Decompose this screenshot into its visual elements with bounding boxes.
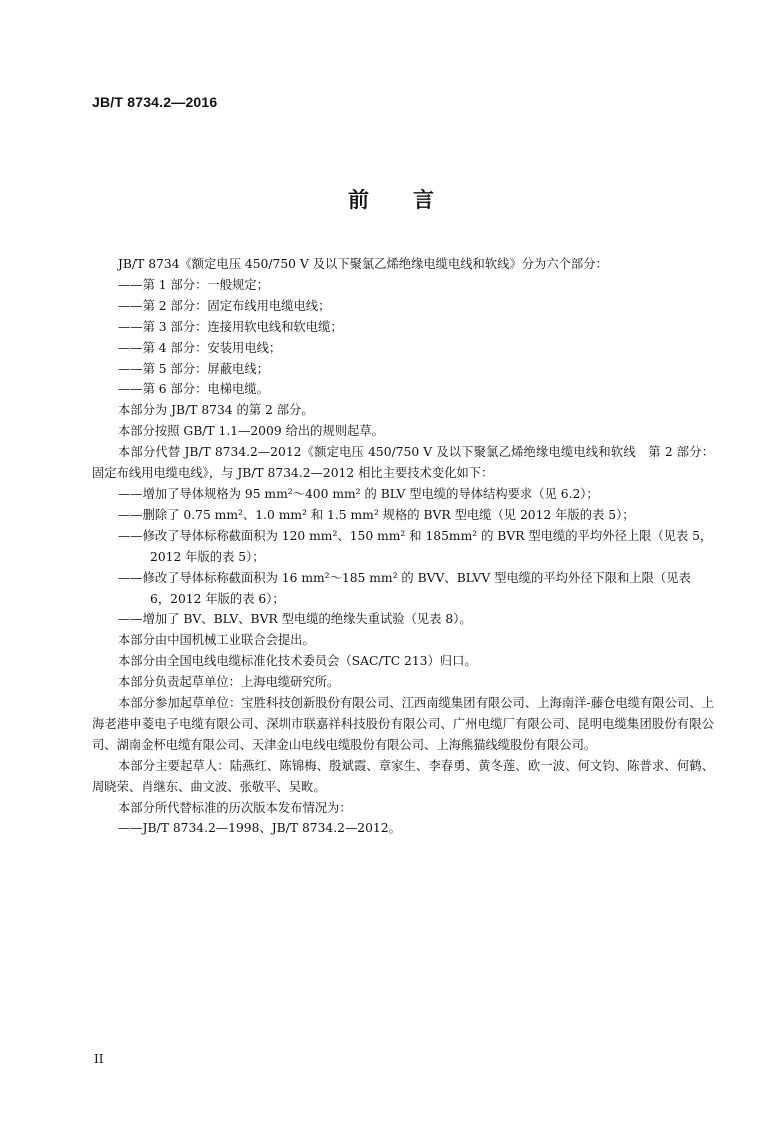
paragraph-proposer: 本部分由中国机械工业联合会提出。 [118,633,315,648]
paragraph-replaces: 本部分代替 JB/T 8734.2—2012《额定电压 450/750 V 及以下聚氯乙烯绝缘电缆电线和软线 第 2 部分：固定布线用电缆电线》，与 JB/T 8734.2—2012 相比主要技术变化如下： [92,445,714,481]
list-item-part-6: ——第 6 部分：电梯电缆。 [118,382,269,397]
paragraph-intro: JB/T 8734《额定电压 450/750 V 及以下聚氯乙烯绝缘电缆电线和软线》分为六个部分： [118,257,608,271]
list-item-history: ——JB/T 8734.2—1998、JB/T 8734.2—2012。 [118,821,401,836]
paragraph-history: 本部分所代替标准的历次版本发布情况为： [118,800,352,815]
standard-code: JB/T 8734.2—2016 [92,94,218,110]
paragraph-committee: 本部分由全国电线电缆标准化技术委员会（SAC/TC 213）归口。 [118,654,477,669]
page-number: II [94,1052,104,1066]
change-item-5: ——增加了 BV、BLV、BVR 型电缆的绝缘失重试验（见表 8）。 [118,612,472,627]
paragraph-lead-drafter: 本部分负责起草单位：上海电缆研究所。 [118,675,340,690]
change-item-3: ——修改了导体标称截面积为 120 mm²、150 mm² 和 185mm² 的 BVR 型电缆的平均外径上限（见表 5，2012 年版的表 5）； [118,528,713,564]
paragraph-part-statement: 本部分为 JB/T 8734 的第 2 部分。 [118,403,314,418]
page-title [0,184,782,214]
paragraph-participants: 本部分参加起草单位：宝胜科技创新股份有限公司、江西南缆集团有限公司、上海南洋-藤仓电缆有限公司、上海老港申菱电子电缆有限公司、深圳市联嘉祥科技股份有限公司、广州电缆厂有限公司、昆明电缆集团股份有限公司、湖南金杯电缆有限公司、天津金山电线电缆股份有限公司、上海熊猫线缆股份有限公司。 [92,696,714,752]
paragraph-drafting-rules: 本部分按照 GB/T 1.1—2009 给出的规则起草。 [118,424,384,439]
document-body [92,254,714,839]
paragraph-drafters: 本部分主要起草人：陆燕红、陈锦梅、殷斌霞、章家生、李春勇、黄冬莲、欧一波、何文钧、陈普求、何鹤、周晓荣、肖继东、曲文波、张敬平、吴畋。 [92,758,714,794]
list-item-part-5: ——第 5 部分：屏蔽电线； [118,361,269,376]
change-item-4: ——修改了导体标称截面积为 16 mm²～185 mm² 的 BVV、BLVV 型电缆的平均外径下限和上限（见表 6，2012 年版的表 6）； [118,570,691,606]
title-char-2: 言 [413,188,434,212]
list-item-part-4: ——第 4 部分：安装用电线； [118,340,282,355]
title-char-1: 前 [348,188,369,212]
list-item-part-2: ——第 2 部分：固定布线用电缆电线； [118,298,331,313]
list-item-part-1: ——第 1 部分：一般规定； [118,277,269,292]
change-item-1: ——增加了导体规格为 95 mm²～400 mm² 的 BLV 型电缆的导体结构要求（见 6.2）； [118,486,599,501]
list-item-part-3: ——第 3 部分：连接用软电线和软电缆； [118,319,343,334]
change-item-2: ——删除了 0.75 mm²、1.0 mm² 和 1.5 mm² 规格的 BVR 型电缆（见 2012 年版的表 5）； [118,507,635,522]
